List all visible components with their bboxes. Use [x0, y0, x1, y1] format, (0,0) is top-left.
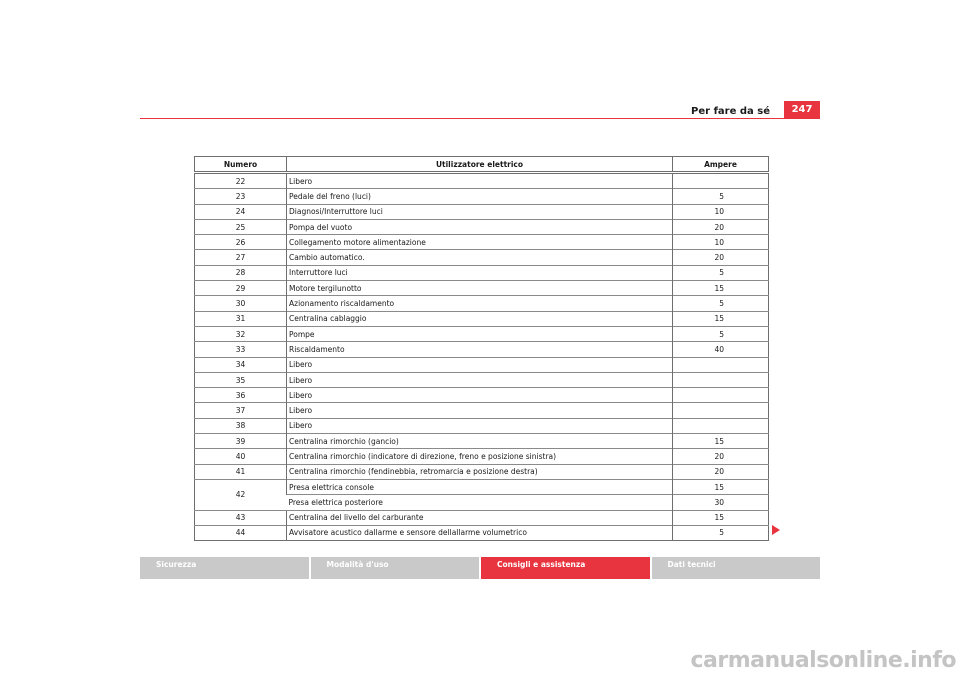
table-row	[195, 173, 769, 189]
header-divider	[140, 118, 820, 119]
fuse-ampere: 5	[673, 296, 769, 311]
next-page-arrow-icon[interactable]	[772, 525, 780, 535]
table-row	[195, 434, 769, 449]
fuse-consumer: Libero	[287, 418, 673, 433]
fuse-consumer: Pompa del vuoto	[287, 219, 673, 234]
column-header-numero: Numero	[195, 157, 287, 173]
fuse-consumer: Libero	[287, 372, 673, 387]
fuse-consumer: Libero	[287, 403, 673, 418]
section-title: Per fare da sé	[691, 106, 770, 117]
table-row	[195, 311, 769, 326]
table-row	[195, 265, 769, 280]
table-row	[195, 418, 769, 433]
fuse-consumer: Pompe	[287, 326, 673, 341]
fuse-consumer: Presa elettrica posteriore	[287, 495, 673, 510]
fuse-consumer: Centralina rimorchio (fendinebbia, retromarcia e posizione destra)	[287, 464, 673, 479]
table-row	[195, 342, 769, 357]
fuse-consumer: Collegamento motore alimentazione	[287, 235, 673, 250]
column-header-ampere: Ampere	[673, 157, 769, 173]
fuse-ampere: 15	[673, 311, 769, 326]
fuse-consumer: Avvisatore acustico dallarme e sensore dellallarme volumetrico	[287, 525, 673, 540]
fuse-ampere: 30	[673, 495, 769, 510]
fuse-ampere	[673, 357, 769, 372]
fuse-number: 27	[195, 250, 287, 265]
fuse-number: 36	[195, 388, 287, 403]
fuse-consumer: Centralina rimorchio (gancio)	[287, 434, 673, 449]
fuse-consumer: Interruttore luci	[287, 265, 673, 280]
fuse-number: 33	[195, 342, 287, 357]
fuse-number: 37	[195, 403, 287, 418]
fuse-ampere: 5	[673, 326, 769, 341]
table-row	[195, 235, 769, 250]
table-row	[195, 464, 769, 479]
fuse-number: 22	[195, 173, 287, 189]
table-header-row	[195, 157, 769, 173]
footer-nav	[140, 557, 820, 579]
fuse-number: 26	[195, 235, 287, 250]
fuse-number: 39	[195, 434, 287, 449]
footer-tab-consigli-assistenza[interactable]: Consigli e assistenza	[481, 557, 650, 579]
fuse-number: 32	[195, 326, 287, 341]
fuse-number: 28	[195, 265, 287, 280]
fuse-ampere	[673, 403, 769, 418]
fuse-number: 34	[195, 357, 287, 372]
table-row	[195, 326, 769, 341]
fuse-consumer: Libero	[287, 388, 673, 403]
fuse-number: 44	[195, 525, 287, 540]
fuse-ampere: 15	[673, 510, 769, 525]
table-row	[195, 250, 769, 265]
table-row	[195, 510, 769, 525]
fuse-consumer: Diagnosi/Interruttore luci	[287, 204, 673, 219]
footer-tab-sicurezza[interactable]: Sicurezza	[140, 557, 309, 579]
table-body	[195, 173, 769, 541]
fuse-ampere: 10	[673, 204, 769, 219]
table-row	[195, 281, 769, 296]
fuse-number: 40	[195, 449, 287, 464]
fuse-consumer: Centralina cablaggio	[287, 311, 673, 326]
fuse-ampere: 15	[673, 479, 769, 494]
table-row	[195, 189, 769, 204]
table-row	[195, 525, 769, 540]
fuse-table	[194, 156, 769, 541]
page-number: 247	[784, 101, 820, 119]
fuse-consumer: Centralina del livello del carburante	[287, 510, 673, 525]
fuse-ampere: 15	[673, 281, 769, 296]
fuse-number: 42	[195, 479, 287, 510]
fuse-number: 25	[195, 219, 287, 234]
fuse-number: 29	[195, 281, 287, 296]
fuse-ampere: 20	[673, 449, 769, 464]
fuse-number: 24	[195, 204, 287, 219]
table-row	[195, 403, 769, 418]
fuse-ampere: 5	[673, 265, 769, 280]
fuse-consumer: Riscaldamento	[287, 342, 673, 357]
fuse-ampere: 20	[673, 464, 769, 479]
table-row	[195, 388, 769, 403]
fuse-consumer: Azionamento riscaldamento	[287, 296, 673, 311]
fuse-consumer: Motore tergilunotto	[287, 281, 673, 296]
fuse-ampere: 5	[673, 525, 769, 540]
fuse-ampere: 10	[673, 235, 769, 250]
fuse-consumer: Libero	[287, 173, 673, 189]
table-row	[195, 219, 769, 234]
fuse-number: 31	[195, 311, 287, 326]
fuse-consumer: Pedale del freno (luci)	[287, 189, 673, 204]
footer-tab-dati-tecnici[interactable]: Dati tecnici	[652, 557, 821, 579]
table-row	[195, 296, 769, 311]
fuse-consumer: Presa elettrica console	[287, 479, 673, 494]
fuse-ampere: 40	[673, 342, 769, 357]
fuse-ampere: 15	[673, 434, 769, 449]
fuse-consumer: Centralina rimorchio (indicatore di direzione, freno e posizione sinistra)	[287, 449, 673, 464]
footer-tab-modalita-uso[interactable]: Modalità d'uso	[311, 557, 480, 579]
fuse-ampere: 5	[673, 189, 769, 204]
fuse-number: 23	[195, 189, 287, 204]
fuse-number: 35	[195, 372, 287, 387]
column-header-utilizzatore: Utilizzatore elettrico	[287, 157, 673, 173]
table-row	[195, 372, 769, 387]
fuse-ampere: 20	[673, 219, 769, 234]
table-row	[195, 449, 769, 464]
fuse-consumer: Cambio automatico.	[287, 250, 673, 265]
fuse-number: 38	[195, 418, 287, 433]
fuse-number: 30	[195, 296, 287, 311]
fuse-consumer: Libero	[287, 357, 673, 372]
table-row	[195, 479, 769, 494]
fuse-ampere	[673, 173, 769, 189]
watermark: carmanualsonline.info	[690, 648, 956, 673]
fuse-number: 43	[195, 510, 287, 525]
table-row	[195, 357, 769, 372]
fuse-ampere	[673, 372, 769, 387]
fuse-ampere	[673, 418, 769, 433]
fuse-ampere: 20	[673, 250, 769, 265]
fuse-number: 41	[195, 464, 287, 479]
fuse-ampere	[673, 388, 769, 403]
table-row	[195, 204, 769, 219]
